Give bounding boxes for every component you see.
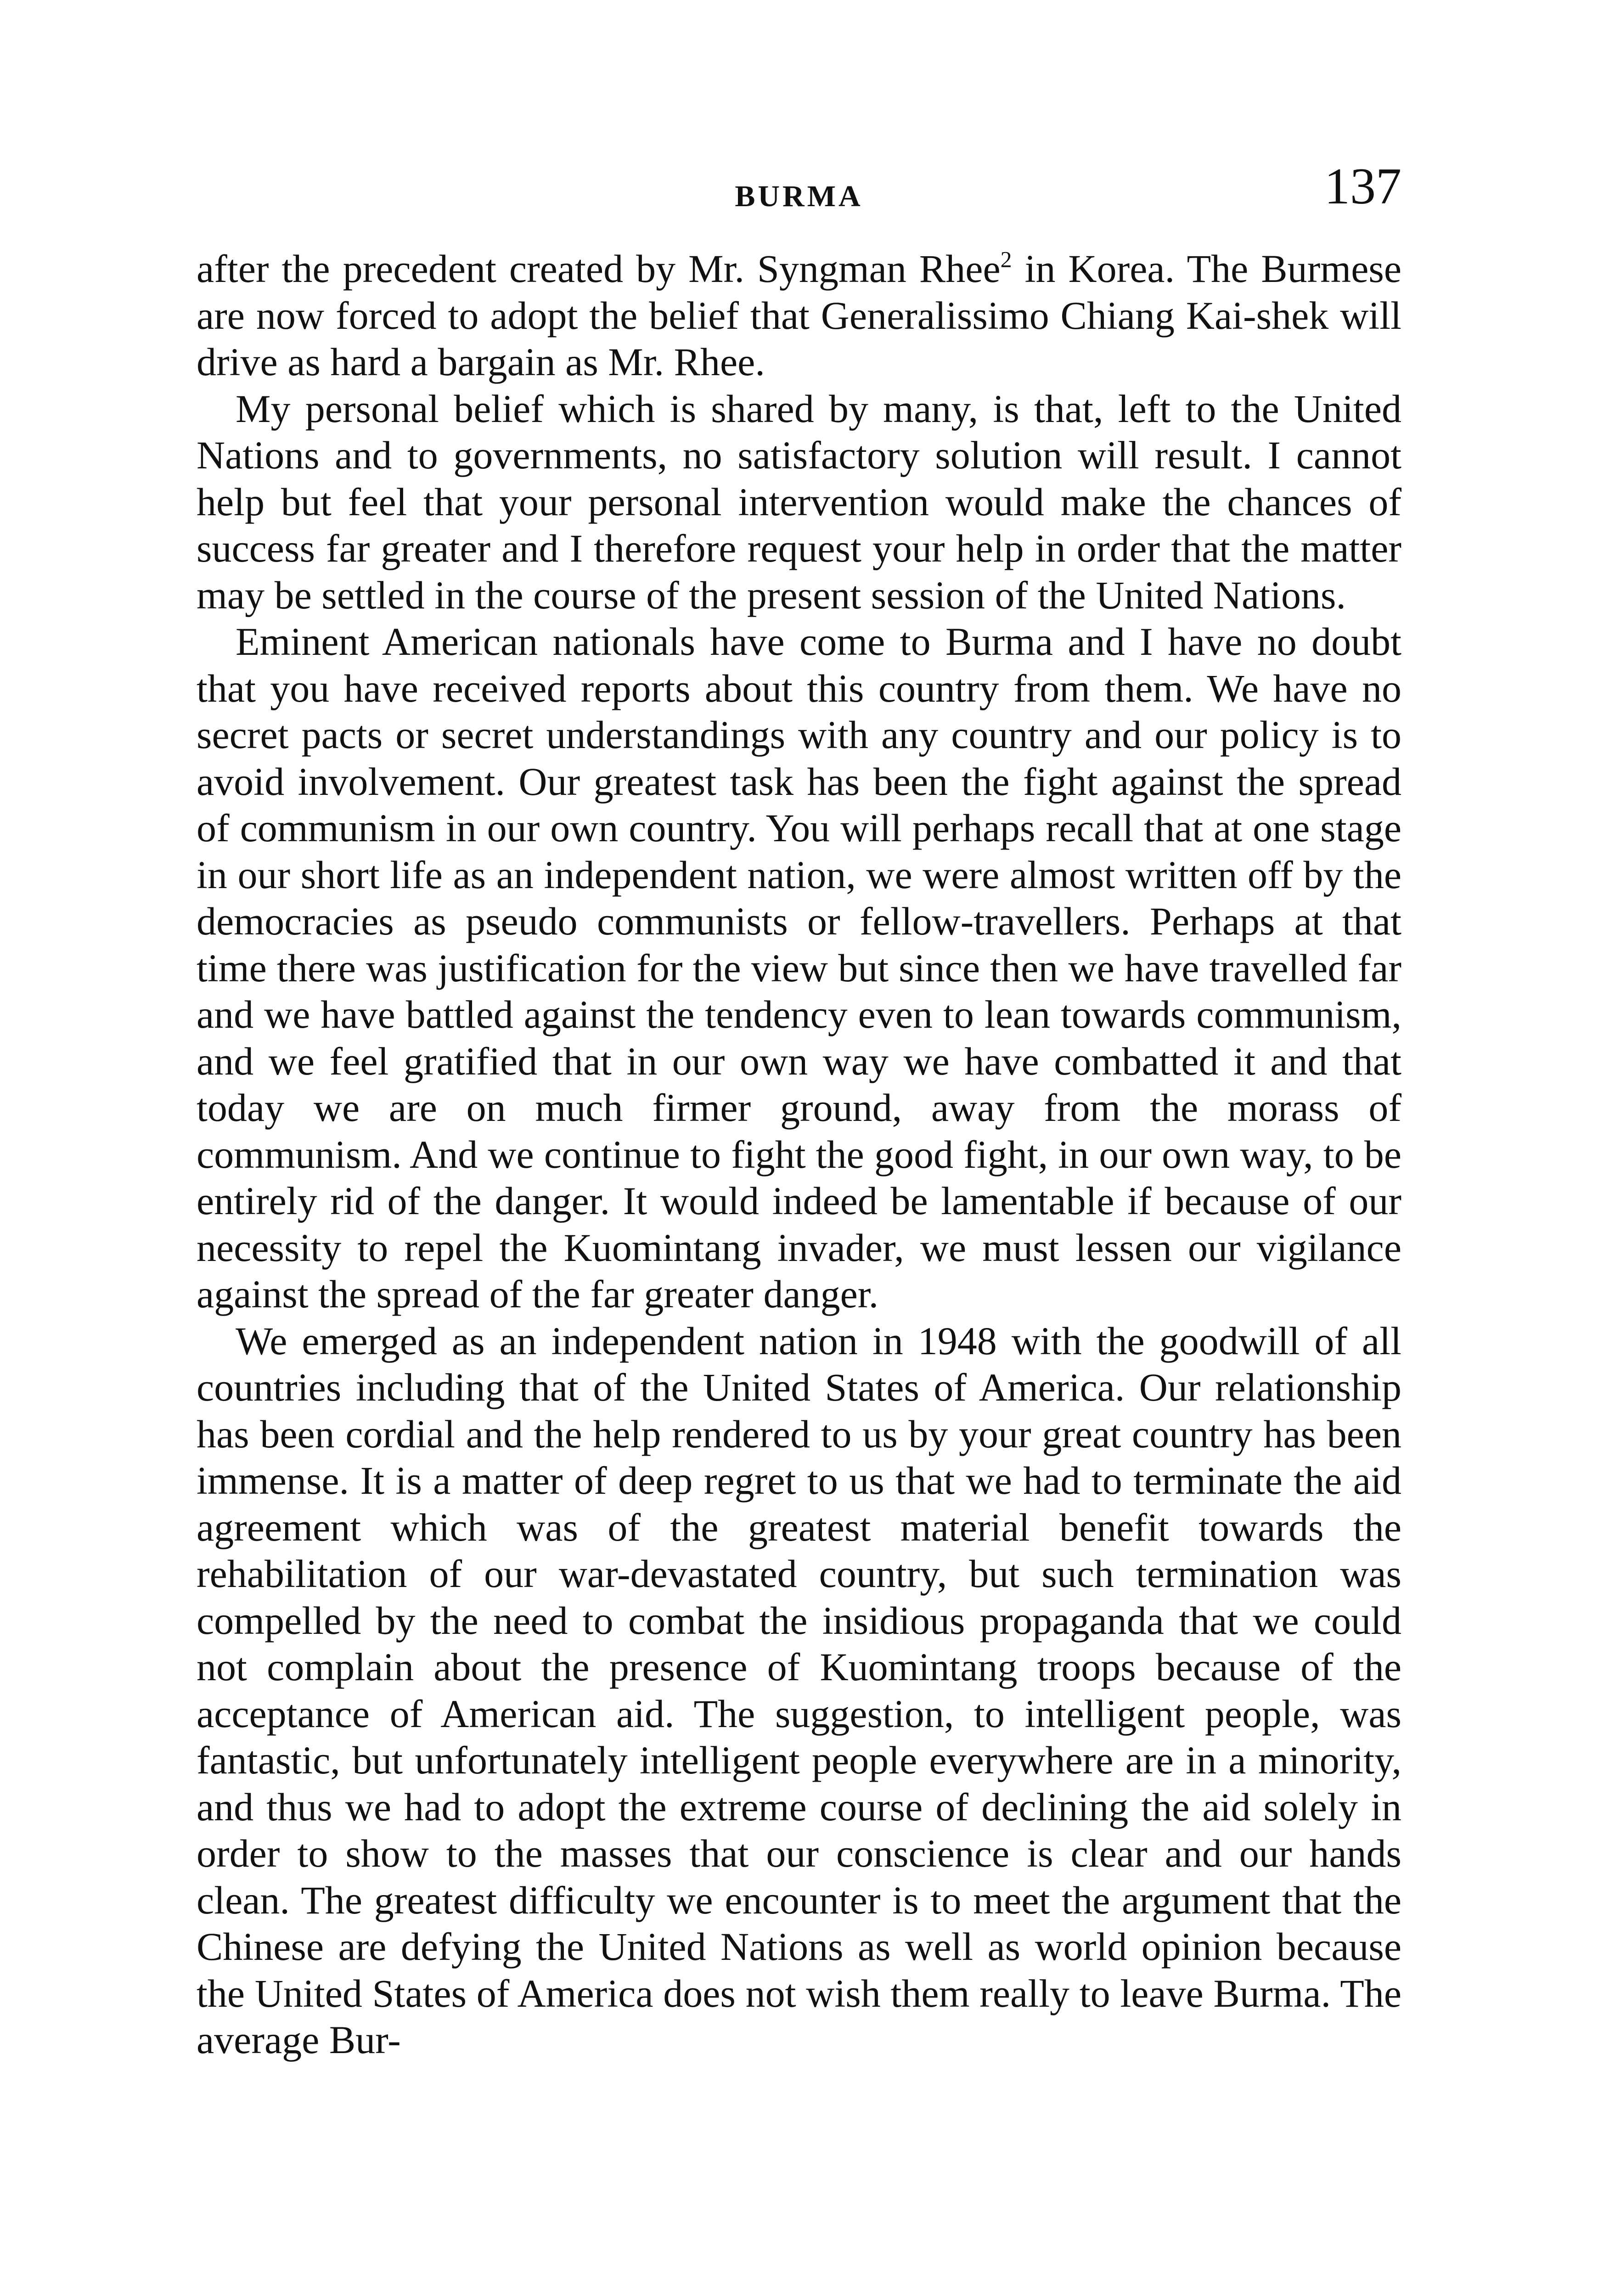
- running-head: [197, 158, 1401, 234]
- paragraph-3: Eminent American nationals have come to Burma and I have no doubt that you have received reports about this country from them. We have no secret pacts or secret understandings with any country and our policy is to avoid involvement. Our greatest task has been the fight against the spread of communism in our own country. You will perhaps recall that at one stage in our short life as an independent nation, we were almost written off by the democracies as pseudo communists or fellow-travellers. Perhaps at that time there was justification for the view but since then we have travelled far and we have battled against the tendency even to lean towards communism, and we feel gratified that in our own way we have combatted it and that today we are on much firmer ground, away from the morass of communism. And we continue to fight the good fight, in our own way, to be entirely rid of the danger. It would indeed be lamentable if because of our necessity to repel the Kuomintang invader, we must lessen our vigilance against the spread of the far greater danger.: [197, 619, 1401, 1316]
- paragraph-1-text-a: after the precedent created by Mr. Syngman Rhee: [197, 247, 1001, 291]
- paragraph-4: We emerged as an independent nation in 1948 with the goodwill of all countries including that of the United States of America. Our relationship has been cordial and the help rendered to us by your great country has been immense. It is a matter of deep regret to us that we had to terminate the aid agreement which was of the greatest material benefit towards the rehabilitation of our war-devastated country, but such termination was compelled by the need to combat the insidious propaganda that we could not complain about the presence of Kuomintang troops because of the acceptance of American aid. The suggestion, to intelligent people, was fantastic, but unfortunately intelligent people everywhere are in a minority, and thus we had to adopt the extreme course of declining the aid solely in order to show to the masses that our conscience is clear and our hands clean. The greatest difficulty we encounter is to meet the argument that the Chinese are defying the United Nations as well as world opinion because the United States of America does not wish them really to leave Burma. The average Bur-: [197, 1318, 1401, 2062]
- footnote-reference: 2: [1000, 247, 1012, 272]
- paragraph-2: My personal belief which is shared by many, is that, left to the United Nations and to governments, no satisfactory solution will result. I cannot help but feel that your personal intervention would make the chances of success far greater and I therefore request your help in order that the matter may be settled in the course of the present session of the United Nations.: [197, 386, 1401, 617]
- page-number: 137: [1324, 158, 1401, 215]
- paragraph-1-text-b: in Korea. The Burmese are now forced to adopt the belief that Generalissimo Chiang Kai-shek will drive as hard a bargain as Mr. Rhee.: [197, 247, 1402, 384]
- paragraph-1: [197, 246, 1401, 386]
- body-text: [197, 246, 1401, 2064]
- running-title: BURMA: [735, 180, 863, 213]
